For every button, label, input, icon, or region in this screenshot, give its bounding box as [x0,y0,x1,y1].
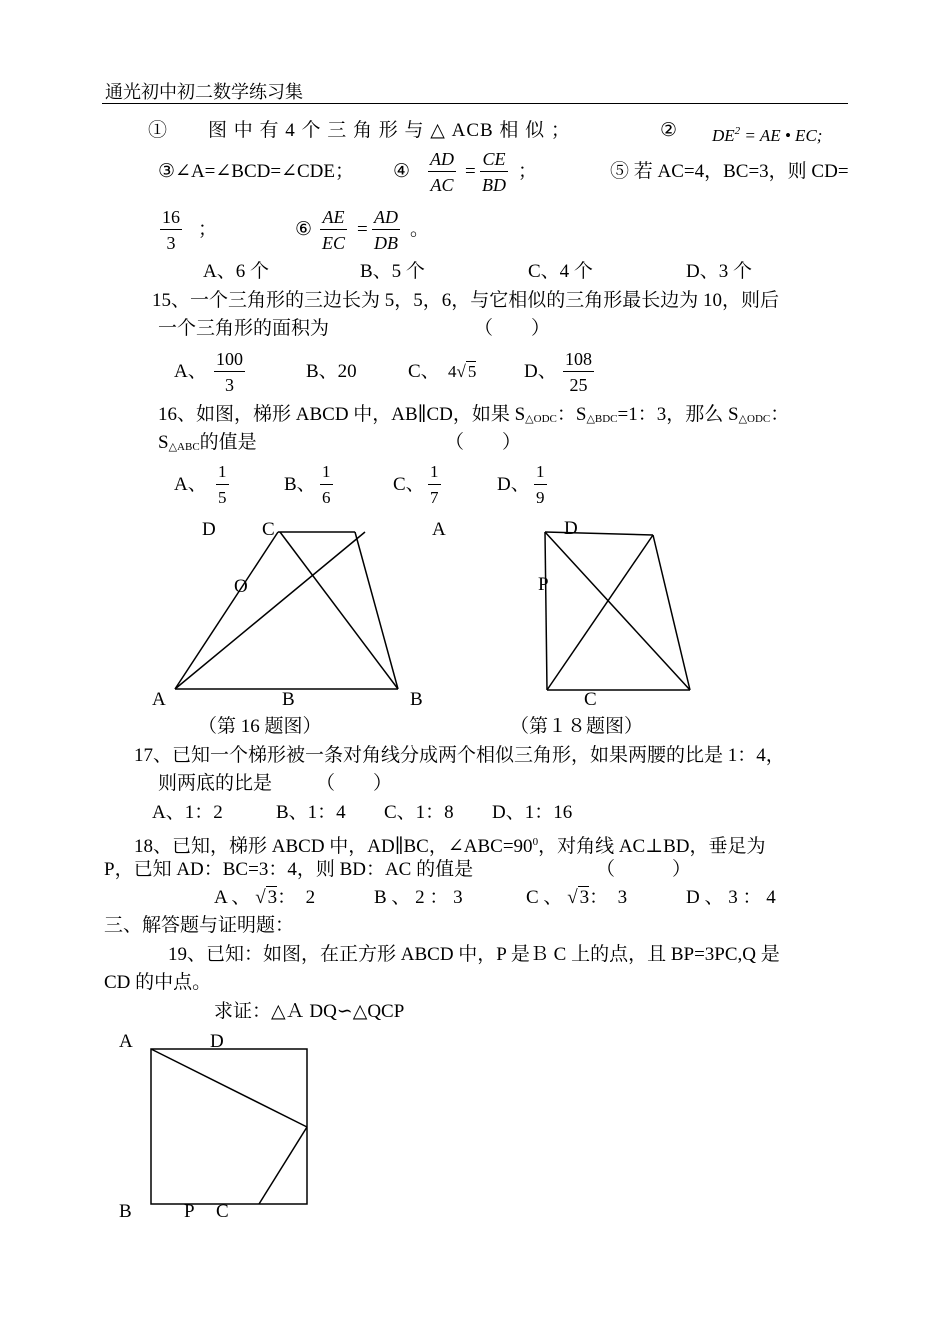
fig19-label-b: B [119,1201,132,1222]
q16-option-a-label: A、 [174,474,207,495]
q15-option-c-radical: 4√ 5 [448,362,477,381]
q14-statement-4-number: ④ [393,161,411,182]
q16-question-line-2: S△ABC的值是 [158,432,257,453]
q18-option-d: D 、 3 ： 4 [686,887,776,908]
q18-option-c: C 、 √ 3： 3 [526,887,628,908]
fig18-caption: （第１８题图） [510,716,644,737]
q14-statement-5-fraction: $\frac{16}{3}$ [162,207,180,253]
q14-statement-1: ① 图 中 有 4 个 三 角 形 与 △ ACB 相 似 ； [148,120,571,141]
q14-statement-6-number: ⑥ [295,219,313,240]
q15-answer-blank: （ ） [474,318,551,339]
fig19-label-a: A [119,1031,133,1052]
q16-option-c-label: C、 [393,474,425,495]
q17-option-d: D、1：16 [492,802,573,823]
fig16-edge-bc [355,532,398,689]
fig18-edge-left [545,532,547,690]
fig18-label-c: C [584,689,597,710]
q18-question-line-2: P，已知 AD：BC=3：4，则 BD：AC 的值是 [104,859,474,880]
q18-option-b: B 、 2 ： 3 [374,887,463,908]
q14-statement-4-fraction-1: $\frac{AD}{AC}$ [430,149,454,195]
fig18-label-p: P [538,574,549,595]
page-header-title: 通光初中初二数学练习集 [105,82,303,103]
q14-statement-2-expression: $DE^2$ = AE • EC; [712,125,823,145]
q15-option-d-label: D、 [524,361,557,382]
q14-statement-6-fraction-1: $\frac{AE}{EC}$ [322,207,346,253]
q15-option-a-label: A、 [174,361,207,382]
q14-statement-4-fraction-2: $\frac{CE}{BD}$ [482,149,506,195]
q19-prove-statement: 求证：△Ａ DQ∽△QCP [214,1001,405,1022]
fig16-label-c: C [262,519,275,540]
q14-statement-4-equals: = [465,161,476,182]
fig16-caption: （第 16 题图） [198,716,322,737]
fig18-edge-top [545,532,653,535]
fig19-label-d: D [210,1031,224,1052]
q15-option-d-fraction: $\frac{108}{25}$ [565,349,592,395]
q15-option-b: B、20 [306,361,357,382]
fig16-label-b: B [410,689,423,710]
q17-question-line-1: 17、已知一个梯形被一条对角线分成两个相似三角形，如果两腰的比是 1：4， [134,745,785,766]
fig16-label-b-mid: B [282,689,295,710]
q19-question-line-2: CD 的中点。 [104,972,212,993]
fig16-edge-ad [175,532,278,689]
q15-option-c-label: C、 [408,361,440,382]
q18-question-line-1: 18、已知，梯形 ABCD 中，AD∥BC，$\angle ABC=90^0$，对角线 AC⊥BD，垂足为 [134,836,766,857]
q16-option-a-fraction: $\frac{1}{5}$ [218,462,227,507]
q17-question-line-2: 则两底的比是 [158,773,273,794]
fig19-label-c: C [216,1201,229,1222]
fig19-segment-pq [259,1127,307,1204]
fig16-label-o: O [234,576,248,597]
q14-option-d: D、3 个 [686,261,752,282]
q14-statement-6-equals: = [357,219,368,240]
fig16-diagonal-bd [280,532,398,689]
q18-answer-blank: （ ） [596,859,692,880]
fig16-label-d: D [202,519,216,540]
fig18-edge-right [653,535,690,690]
q19-question-line-1: 19、已知：如图，在正方形 ABCD 中，P 是Ｂ C 上的点，且 BP=3PC,Q 是 [168,944,780,965]
fig19-segment-aq [151,1049,307,1127]
fig18-label-d: D [564,518,578,539]
q18-option-a: A 、 √ 3： 2 [214,887,316,908]
q17-option-a: A、1：2 [152,802,223,823]
q15-question-line-2: 一个三角形的面积为 [158,318,330,339]
q14-option-b: B、5 个 [360,261,425,282]
q17-option-c: C、1：8 [384,802,454,823]
q16-option-d-fraction: $\frac{1}{9}$ [536,462,545,507]
q14-statement-4-tail: ； [518,161,538,182]
q14-statement-3: ③∠A=∠BCD=∠CDE； [158,161,355,182]
q16-option-c-fraction: $\frac{1}{7}$ [430,462,439,507]
q14-statement-6-fraction-2: $\frac{AD}{DB}$ [374,207,398,253]
q15-question-line-1: 15、一个三角形的三边长为 5，5，6，与它相似的三角形最长边为 10，则后 [152,290,780,311]
q17-answer-blank: （ ） [316,773,393,794]
q16-question-line-1: 16、如图，梯形 ABCD 中，AB∥CD，如果 S△ODC：S△BDC=1：3，那么 S△ODC： [158,404,790,425]
fig16-label-a: A [152,689,166,710]
q16-option-d-label: D、 [497,474,530,495]
q14-statement-5: ⑤ 若 AC=4，BC=3，则 CD= [610,161,849,182]
fig18-diagonal-2 [547,535,653,690]
q14-option-c: C、4 个 [528,261,593,282]
fig18-label-a: A [432,519,446,540]
q14-option-a: A、6 个 [203,261,269,282]
fig16-diagonal-ac [175,532,365,689]
q16-option-b-label: B、 [284,474,316,495]
q14-statement-6-tail: 。 [410,219,430,240]
fig19-square [151,1049,307,1204]
q15-option-a-fraction: $\frac{100}{3}$ [216,349,243,395]
q16-answer-blank: （ ） [445,432,522,453]
fig19-label-p: P [184,1201,195,1222]
q14-statement-2-number: ② [660,120,678,141]
q14-statement-5-tail: ； [198,219,218,240]
section-3-title: 三、解答题与证明题： [104,915,295,936]
q16-option-b-fraction: $\frac{1}{6}$ [322,462,331,507]
q17-option-b: B、1：4 [276,802,346,823]
fig18-diagonal-1 [545,532,690,690]
